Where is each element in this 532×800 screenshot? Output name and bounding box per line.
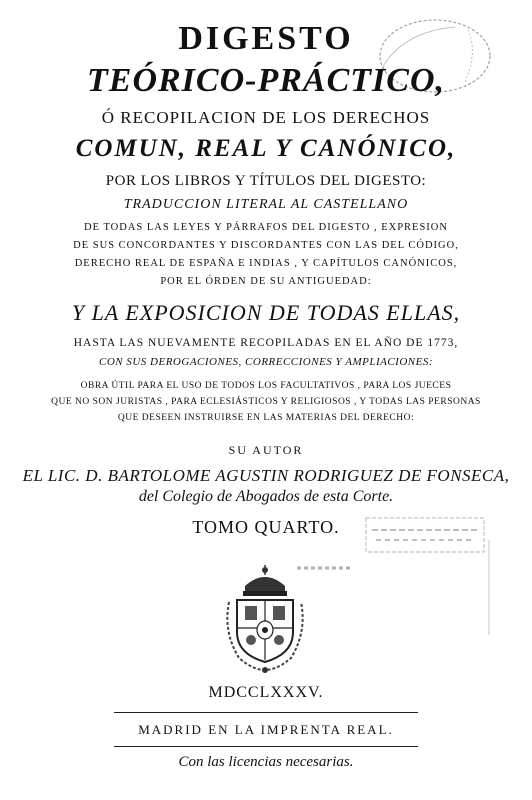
obra-line-1: OBRA ÚTIL PARA EL USO DE TODOS LOS FACULTATIVOS , PARA LOS JUECES (80, 381, 452, 391)
title-teorico-practico: TEÓRICO-PRÁCTICO, (87, 62, 445, 99)
su-autor-label: SU AUTOR (228, 443, 304, 457)
subtitle-comun-real-canonico: COMUN, REAL Y CANÓNICO, (75, 135, 457, 162)
subtitle-recopilacion: Ó RECOPILACION DE LOS DERECHOS (101, 108, 431, 127)
subtitle-exposicion: Y LA EXPOSICION DE TODAS ELLAS, (71, 300, 461, 325)
tomo-label: TOMO QUARTO. (192, 517, 340, 537)
author-college: del Colegio de Abogados de esta Corte. (138, 488, 394, 505)
title-digesto: DIGESTO (178, 20, 354, 57)
subtitle-recopiladas-1773: HASTA LAS NUEVAMENTE RECOPILADAS EN EL AÑO DE 1773, (73, 337, 459, 349)
description-line-4: POR EL ÓRDEN DE SU ANTIGUEDAD: (160, 276, 372, 287)
margin-mark (488, 540, 490, 635)
author-name: EL LIC. D. BARTOLOME AGUSTIN RODRIGUEZ DE FONSECA, (22, 466, 510, 485)
imprint-rule-bottom (114, 746, 418, 747)
imprint-publisher: MADRID EN LA IMPRENTA REAL. (138, 722, 394, 737)
imprint-rule-top (114, 712, 418, 713)
subtitle-derogaciones: CON SUS DEROGACIONES, CORRECCIONES Y AMPLIACIONES: (98, 356, 433, 368)
licencias-line: Con las licencias necesarias. (178, 754, 354, 770)
obra-line-3: QUE DESEEN INSTRUIRSE EN LAS MATERIAS DEL DERECHO: (117, 413, 415, 423)
royal-coat-of-arms-icon (215, 562, 315, 674)
obra-line-2: QUE NO SON JURISTAS , PARA ECLESIÁSTICOS Y RELIGIOSOS , Y TODAS LAS PERSONAS (51, 397, 481, 407)
description-line-1: DE TODAS LAS LEYES Y PÁRRAFOS DEL DIGESTO , EXPRESION (84, 222, 448, 233)
description-line-3: DERECHO REAL DE ESPAÑA E INDIAS , Y CAPÍTULOS CANÓNICOS, (74, 258, 458, 269)
subtitle-traduccion: TRADUCCION LITERAL AL CASTELLANO (123, 197, 409, 212)
subtitle-libros-titulos: POR LOS LIBROS Y TÍTULOS DEL DIGESTO: (105, 173, 427, 189)
description-line-2: DE SUS CONCORDANTES Y DISCORDANTES CON LAS DEL CÓDIGO, (73, 240, 459, 251)
imprint-year: MDCCLXXXV. (208, 684, 324, 701)
library-stamp-middle (362, 512, 490, 560)
